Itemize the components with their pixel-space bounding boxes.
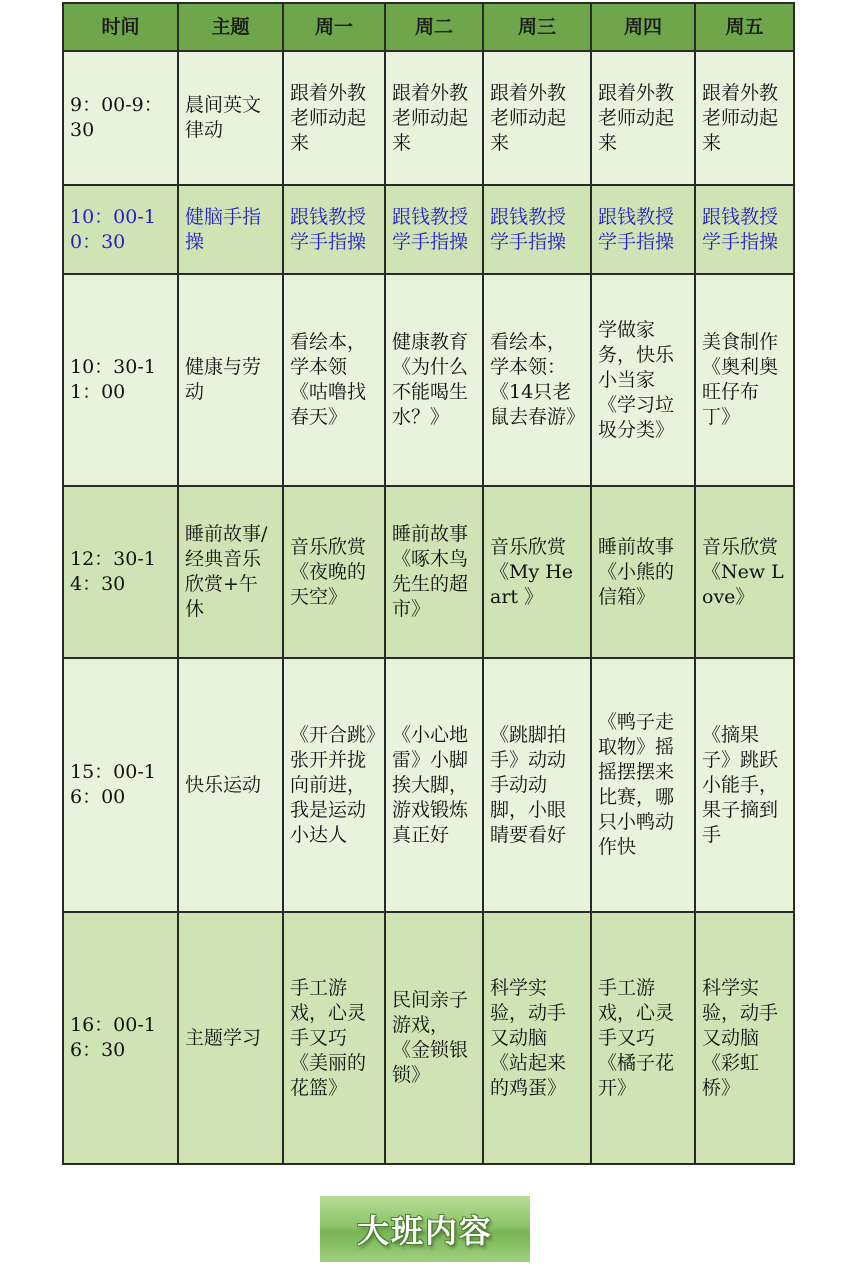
time-cell: 16：00-16：30 [63, 912, 178, 1164]
tuesday-cell: 民间亲子游戏，《金锁银锁》 [385, 912, 483, 1164]
friday-cell: 跟着外教老师动起来 [695, 51, 794, 185]
friday-cell: 美食制作《奥利奥旺仔布丁》 [695, 274, 794, 486]
thursday-cell: 手工游戏，心灵手又巧《橘子花开》 [591, 912, 695, 1164]
monday-cell: 看绘本，学本领《咕噜找春天》 [283, 274, 385, 486]
table-row [63, 185, 794, 274]
thursday-cell: 跟钱教授学手指操 [591, 185, 695, 274]
wednesday-cell: 看绘本，学本领：《14只老鼠去春游》 [483, 274, 591, 486]
friday-cell: 《摘果子》跳跃小能手，果子摘到手 [695, 658, 794, 912]
header-time: 时间 [63, 3, 178, 51]
header-row [63, 3, 794, 51]
wednesday-cell: 音乐欣赏《My Heart 》 [483, 486, 591, 658]
monday-cell: 手工游戏，心灵手又巧《美丽的花篮》 [283, 912, 385, 1164]
table-row [63, 912, 794, 1164]
wednesday-cell: 《跳脚拍手》动动手动动脚，小眼睛要看好 [483, 658, 591, 912]
thursday-cell: 学做家务，快乐小当家《学习垃圾分类》 [591, 274, 695, 486]
table-row [63, 658, 794, 912]
schedule-table [62, 2, 795, 1165]
tuesday-cell: 《小心地雷》小脚挨大脚，游戏锻炼真正好 [385, 658, 483, 912]
tuesday-cell: 睡前故事《啄木鸟先生的超市》 [385, 486, 483, 658]
wednesday-cell: 跟着外教老师动起来 [483, 51, 591, 185]
header-wednesday: 周三 [483, 3, 591, 51]
friday-cell: 音乐欣赏《New Love》 [695, 486, 794, 658]
header-theme: 主题 [178, 3, 283, 51]
thursday-cell: 《鸭子走取物》摇摇摆摆来比赛，哪只小鸭动作快 [591, 658, 695, 912]
tuesday-cell: 健康教育《为什么不能喝生水？》 [385, 274, 483, 486]
time-cell: 10：30-11：00 [63, 274, 178, 486]
theme-cell: 睡前故事/经典音乐欣赏+午休 [178, 486, 283, 658]
theme-cell: 晨间英文律动 [178, 51, 283, 185]
wednesday-cell: 跟钱教授学手指操 [483, 185, 591, 274]
time-cell: 10：00-10：30 [63, 185, 178, 274]
table-row [63, 274, 794, 486]
header-tuesday: 周二 [385, 3, 483, 51]
theme-cell: 健脑手指操 [178, 185, 283, 274]
monday-cell: 跟钱教授学手指操 [283, 185, 385, 274]
time-cell: 9：00-9：30 [63, 51, 178, 185]
monday-cell: 音乐欣赏《夜晚的天空》 [283, 486, 385, 658]
theme-cell: 健康与劳动 [178, 274, 283, 486]
thursday-cell: 睡前故事《小熊的信箱》 [591, 486, 695, 658]
theme-cell: 快乐运动 [178, 658, 283, 912]
banner-label: 大班内容 [356, 1212, 493, 1250]
monday-cell: 《开合跳》张开并拢向前进，我是运动小达人 [283, 658, 385, 912]
time-cell: 15：00-16：00 [63, 658, 178, 912]
friday-cell: 科学实验，动手又动脑《彩虹桥》 [695, 912, 794, 1164]
theme-cell: 主题学习 [178, 912, 283, 1164]
friday-cell: 跟钱教授学手指操 [695, 185, 794, 274]
banner-section-title [320, 1196, 530, 1262]
header-monday: 周一 [283, 3, 385, 51]
table-row [63, 486, 794, 658]
wednesday-cell: 科学实验，动手又动脑《站起来的鸡蛋》 [483, 912, 591, 1164]
header-friday: 周五 [695, 3, 794, 51]
tuesday-cell: 跟着外教老师动起来 [385, 51, 483, 185]
thursday-cell: 跟着外教老师动起来 [591, 51, 695, 185]
table-row [63, 51, 794, 185]
time-cell: 12：30-14：30 [63, 486, 178, 658]
tuesday-cell: 跟钱教授学手指操 [385, 185, 483, 274]
monday-cell: 跟着外教老师动起来 [283, 51, 385, 185]
header-thursday: 周四 [591, 3, 695, 51]
